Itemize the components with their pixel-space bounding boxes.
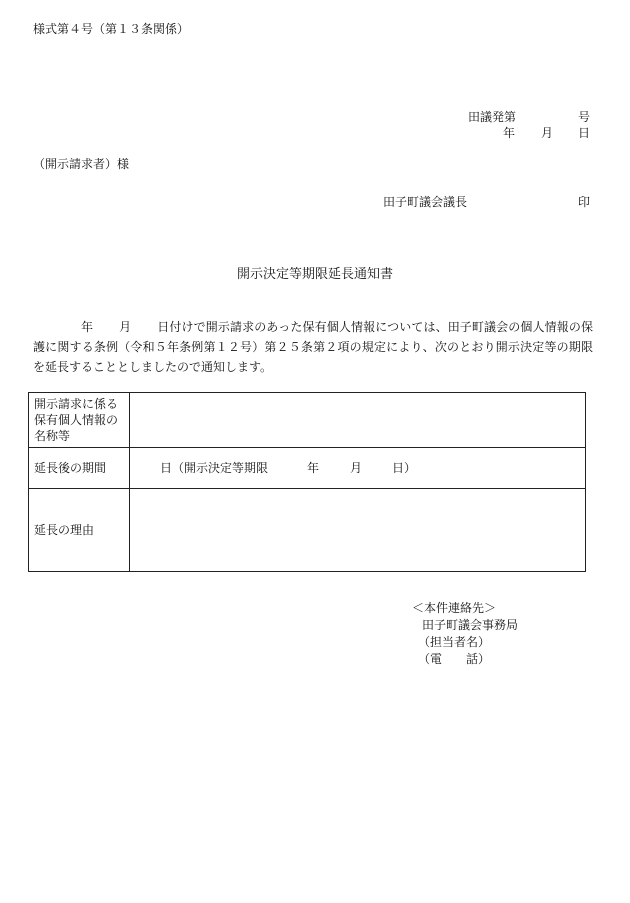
body-year: 年 [81,320,94,334]
table-row [29,448,586,489]
info-table [28,392,586,572]
sender: 田子町議会議長 [383,195,468,209]
row-value-info-name [130,393,586,448]
row-value-extended-period [130,448,586,489]
period-day-text: 日（開示決定等期限 [160,461,269,475]
table-row [29,489,586,572]
form-label: 様式第４号（第１３条関係） [33,22,190,36]
contact-person: （担当者名） [418,635,491,649]
contact-heading: ＜本件連絡先＞ [412,601,497,615]
period-day-end: 日） [392,461,417,475]
date-day: 日 [578,126,591,140]
body-day: 日 [157,320,170,334]
contact-block [412,600,518,668]
period-year: 年 [307,461,320,475]
period-month: 月 [350,461,363,475]
date-month: 月 [541,126,554,140]
document-number-prefix: 田議発第 [468,110,517,124]
contact-office: 田子町議会事務局 [422,618,519,632]
row-label-extended-period: 延長後の期間 [29,448,130,489]
row-label-reason: 延長の理由 [29,489,130,572]
document-number [468,110,591,125]
contact-phone: （電 話） [418,652,491,666]
row-value-reason [130,489,586,572]
row-label-info-name: 開示請求に係る保有個人情報の名称等 [29,393,130,448]
date-year: 年 [503,126,516,140]
document-number-suffix: 号 [578,110,591,124]
addressee: （開示請求者）様 [33,157,130,171]
document-title: 開示決定等期限延長通知書 [236,267,393,282]
table-row [29,393,586,448]
body-text: 付けで開示請求のあった保有個人情報については、田子町議会の個人情報の保護に関する条例（令和５年条例第１２号）第２５条第２項の規定により、次のとおり開示決定等の期限を延長することとしましたので通知します。 [33,320,593,374]
seal-mark: 印 [578,195,591,209]
body-paragraph [33,317,593,377]
body-month: 月 [119,320,132,334]
